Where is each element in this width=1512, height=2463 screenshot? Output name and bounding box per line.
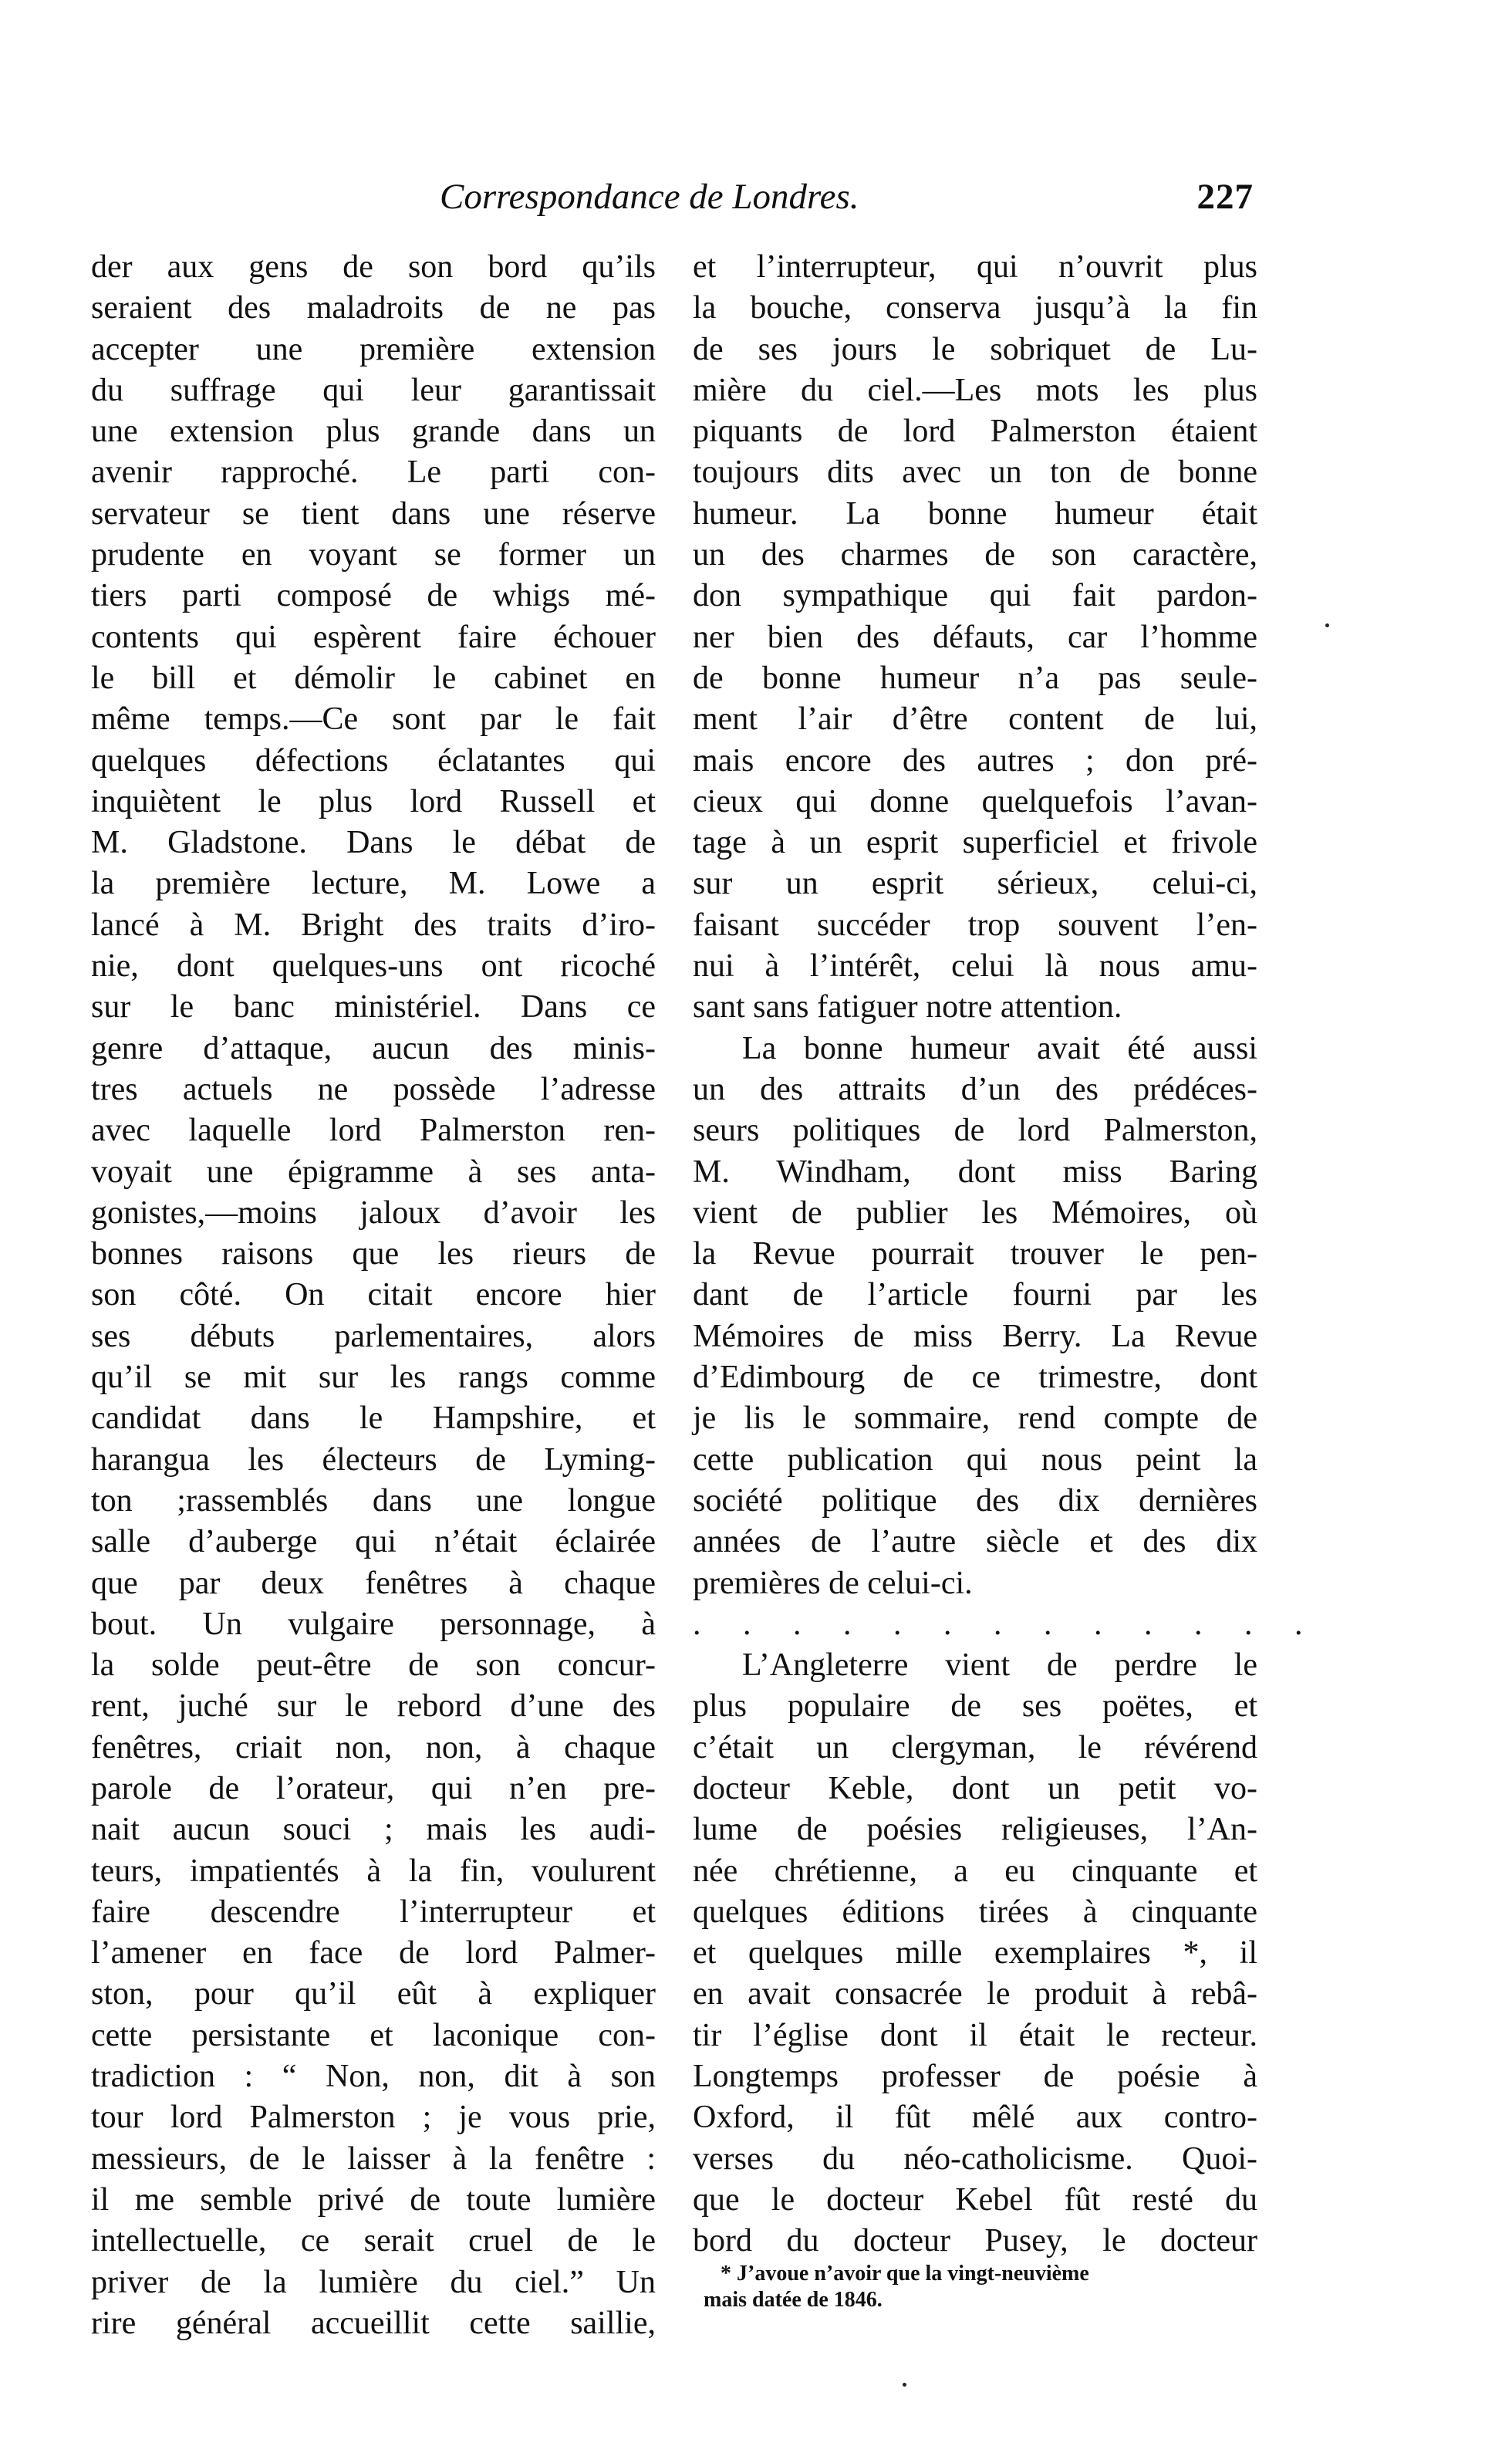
text-line: humeur. La bonne humeur était <box>693 495 1257 532</box>
text-line: teurs, impatientés à la fin, voulurent <box>91 1853 656 1889</box>
text-line: inquiètent le plus lord Russell et <box>91 783 656 819</box>
text-line: accepter une première extension <box>91 331 656 367</box>
text-line: don sympathique qui fait pardon- <box>693 578 1257 614</box>
text-line: contents qui espèrent faire échouer <box>91 619 656 655</box>
text-line: docteur Keble, dont un petit vo- <box>693 1770 1257 1806</box>
text-line: ston, pour qu’il eût à expliquer <box>91 1976 656 2012</box>
text-line: même temps.—Ce sont par le fait <box>91 701 656 738</box>
text-line: quelques défections éclatantes qui <box>91 742 656 779</box>
text-line: fenêtres, criait non, non, à chaque <box>91 1729 656 1765</box>
running-title: Correspondance de Londres. <box>440 177 859 217</box>
text-line: née chrétienne, a eu cinquante et <box>693 1853 1257 1889</box>
text-line: nait aucun souci ; mais les audi- <box>91 1812 656 1848</box>
text-line: ment l’air d’être content de lui, <box>693 701 1257 738</box>
text-line: bord du docteur Pusey, le docteur <box>693 2223 1257 2259</box>
text-line: sant sans fatiguer notre attention. <box>693 989 1122 1025</box>
text-line: c’était un clergyman, le révérend <box>693 1729 1257 1765</box>
text-line: intellectuelle, ce serait cruel de le <box>91 2223 656 2259</box>
text-line: il me semble privé de toute lumière <box>91 2181 656 2218</box>
text-line: le bill et démolir le cabinet en <box>91 660 656 696</box>
text-line: premières de celui-ci. <box>693 1565 973 1601</box>
text-line: gonistes,—moins jaloux d’avoir les <box>91 1194 656 1231</box>
text-line: priver de la lumière du ciel.” Un <box>91 2264 656 2300</box>
text-line: et l’interrupteur, qui n’ouvrit plus <box>693 249 1257 285</box>
text-line: tres actuels ne possède l’adresse <box>91 1071 656 1107</box>
right-column <box>693 247 1320 2262</box>
ink-speck <box>1325 623 1329 627</box>
text-line: parole de l’orateur, qui n’en pre- <box>91 1770 656 1806</box>
text-line: la solde peut-être de son concur- <box>91 1647 656 1684</box>
text-line: seurs politiques de lord Palmerston, <box>693 1113 1257 1149</box>
text-line: ses débuts parlementaires, alors <box>91 1318 656 1354</box>
text-line: que par deux fenêtres à chaque <box>91 1565 656 1601</box>
text-line: plus populaire de ses poëtes, et <box>693 1688 1257 1725</box>
text-line: une extension plus grande dans un <box>91 414 656 450</box>
text-line: messieurs, de le laisser à la fenêtre : <box>91 2140 656 2177</box>
text-line: bonnes raisons que les rieurs de <box>91 1236 656 1272</box>
text-line: faisant succéder trop souvent l’en- <box>693 907 1257 943</box>
text-line: qu’il se mit sur les rangs comme <box>91 1360 656 1396</box>
text-line: de bonne humeur n’a pas seule- <box>693 660 1257 696</box>
text-line: toujours dits avec un ton de bonne <box>693 454 1257 491</box>
paragraph-1 <box>693 247 1257 1029</box>
text-line: cette publication qui nous peint la <box>693 1441 1257 1478</box>
ink-speck <box>903 2383 906 2387</box>
text-line: cette persistante et laconique con- <box>91 2017 656 2053</box>
text-line: années de l’autre siècle et des dix <box>693 1524 1257 1560</box>
text-line: quelques éditions tirées à cinquante <box>693 1894 1257 1930</box>
text-line: un des attraits d’un des prédéces- <box>693 1071 1257 1107</box>
text-line: lume de poésies religieuses, l’An- <box>693 1812 1257 1848</box>
text-line: harangua les électeurs de Lyming- <box>91 1441 656 1478</box>
text-line: Mémoires de miss Berry. La Revue <box>693 1318 1257 1354</box>
ellipsis-separator: . . . . . . . . . . . . . <box>693 1606 1320 1642</box>
text-line: rent, juché sur le rebord d’une des <box>91 1688 656 1725</box>
text-line: son côté. On citait encore hier <box>91 1277 656 1313</box>
text-line: la Revue pourrait trouver le pen- <box>693 1236 1257 1272</box>
text-line: tour lord Palmerston ; je vous prie, <box>91 2100 656 2136</box>
text-line: lancé à M. Bright des traits d’iro- <box>91 907 656 943</box>
text-line: M. Windham, dont miss Baring <box>693 1154 1257 1190</box>
text-line: avenir rapproché. Le parti con- <box>91 454 656 491</box>
text-line: salle d’auberge qui n’était éclairée <box>91 1524 656 1560</box>
text-line: seraient des maladroits de ne pas <box>91 290 656 326</box>
page-number: 227 <box>1196 177 1254 217</box>
text-line: et quelques mille exemplaires *, il <box>693 1935 1257 1971</box>
text-line: tir l’église dont il était le recteur. <box>693 2017 1257 2053</box>
text-line: L’Angleterre vient de perdre le <box>742 1647 1257 1684</box>
text-line: La bonne humeur avait été aussi <box>742 1030 1257 1066</box>
footnote-line: * J’avoue n’avoir que la vingt-neuvième <box>721 2262 1089 2286</box>
text-line: rire général accueillit cette saillie, <box>91 2305 656 2341</box>
text-line: Longtemps professer de poésie à <box>693 2059 1257 2095</box>
text-line: M. Gladstone. Dans le débat de <box>91 825 656 861</box>
text-line: avec laquelle lord Palmerston ren- <box>91 1113 656 1149</box>
footnote-line: mais datée de 1846. <box>704 2288 883 2312</box>
text-line: la bouche, conserva jusqu’à la fin <box>693 290 1257 326</box>
left-column <box>91 247 656 2344</box>
text-line: l’amener en face de lord Palmer- <box>91 1935 656 1971</box>
text-line: d’Edimbourg de ce trimestre, dont <box>693 1360 1257 1396</box>
text-line: que le docteur Kebel fût resté du <box>693 2181 1257 2218</box>
text-line: servateur se tient dans une réserve <box>91 495 656 532</box>
text-line: nui à l’intérêt, celui là nous amu- <box>693 948 1257 985</box>
text-line: société politique des dix dernières <box>693 1482 1257 1519</box>
text-line: vient de publier les Mémoires, où <box>693 1194 1257 1231</box>
text-line: Oxford, il fût mêlé aux contro- <box>693 2100 1257 2136</box>
text-line: candidat dans le Hampshire, et <box>91 1400 656 1437</box>
text-line: tage à un esprit superficiel et frivole <box>693 825 1257 861</box>
text-line: dant de l’article fourni par les <box>693 1277 1257 1313</box>
text-line: ton ;rassemblés dans une longue <box>91 1482 656 1519</box>
text-line: voyait une épigramme à ses anta- <box>91 1154 656 1190</box>
text-line: je lis le sommaire, rend compte de <box>693 1400 1257 1437</box>
text-line: un des charmes de son caractère, <box>693 537 1257 573</box>
text-line: la première lecture, M. Lowe a <box>91 866 656 902</box>
text-line: sur le banc ministériel. Dans ce <box>91 989 656 1025</box>
text-line: ner bien des défauts, car l’homme <box>693 619 1257 655</box>
footnote <box>704 2261 1274 2313</box>
paragraph-2 <box>693 1029 1257 1604</box>
text-line: verses du néo-catholicisme. Quoi- <box>693 2140 1257 2177</box>
text-line: du suffrage qui leur garantissait <box>91 372 656 408</box>
text-line: mière du ciel.—Les mots les plus <box>693 372 1257 408</box>
page-header <box>432 176 1254 222</box>
text-line: sur un esprit sérieux, celui-ci, <box>693 866 1257 902</box>
text-line: mais encore des autres ; don pré- <box>693 742 1257 779</box>
text-line: tiers parti composé de whigs mé- <box>91 578 656 614</box>
text-line: tradiction : “ Non, non, dit à son <box>91 2059 656 2095</box>
text-line: nie, dont quelques-uns ont ricoché <box>91 948 656 985</box>
text-line: prudente en voyant se former un <box>91 537 656 573</box>
text-line: piquants de lord Palmerston étaient <box>693 414 1257 450</box>
text-line: de ses jours le sobriquet de Lu- <box>693 331 1257 367</box>
text-line: bout. Un vulgaire personnage, à <box>91 1606 656 1642</box>
text-line: faire descendre l’interrupteur et <box>91 1894 656 1930</box>
paragraph-3 <box>693 1645 1257 2262</box>
text-line: cieux qui donne quelquefois l’avan- <box>693 783 1257 819</box>
text-line: genre d’attaque, aucun des minis- <box>91 1030 656 1066</box>
text-line: der aux gens de son bord qu’ils <box>91 249 656 285</box>
text-line: en avait consacrée le produit à rebâ- <box>693 1976 1257 2012</box>
